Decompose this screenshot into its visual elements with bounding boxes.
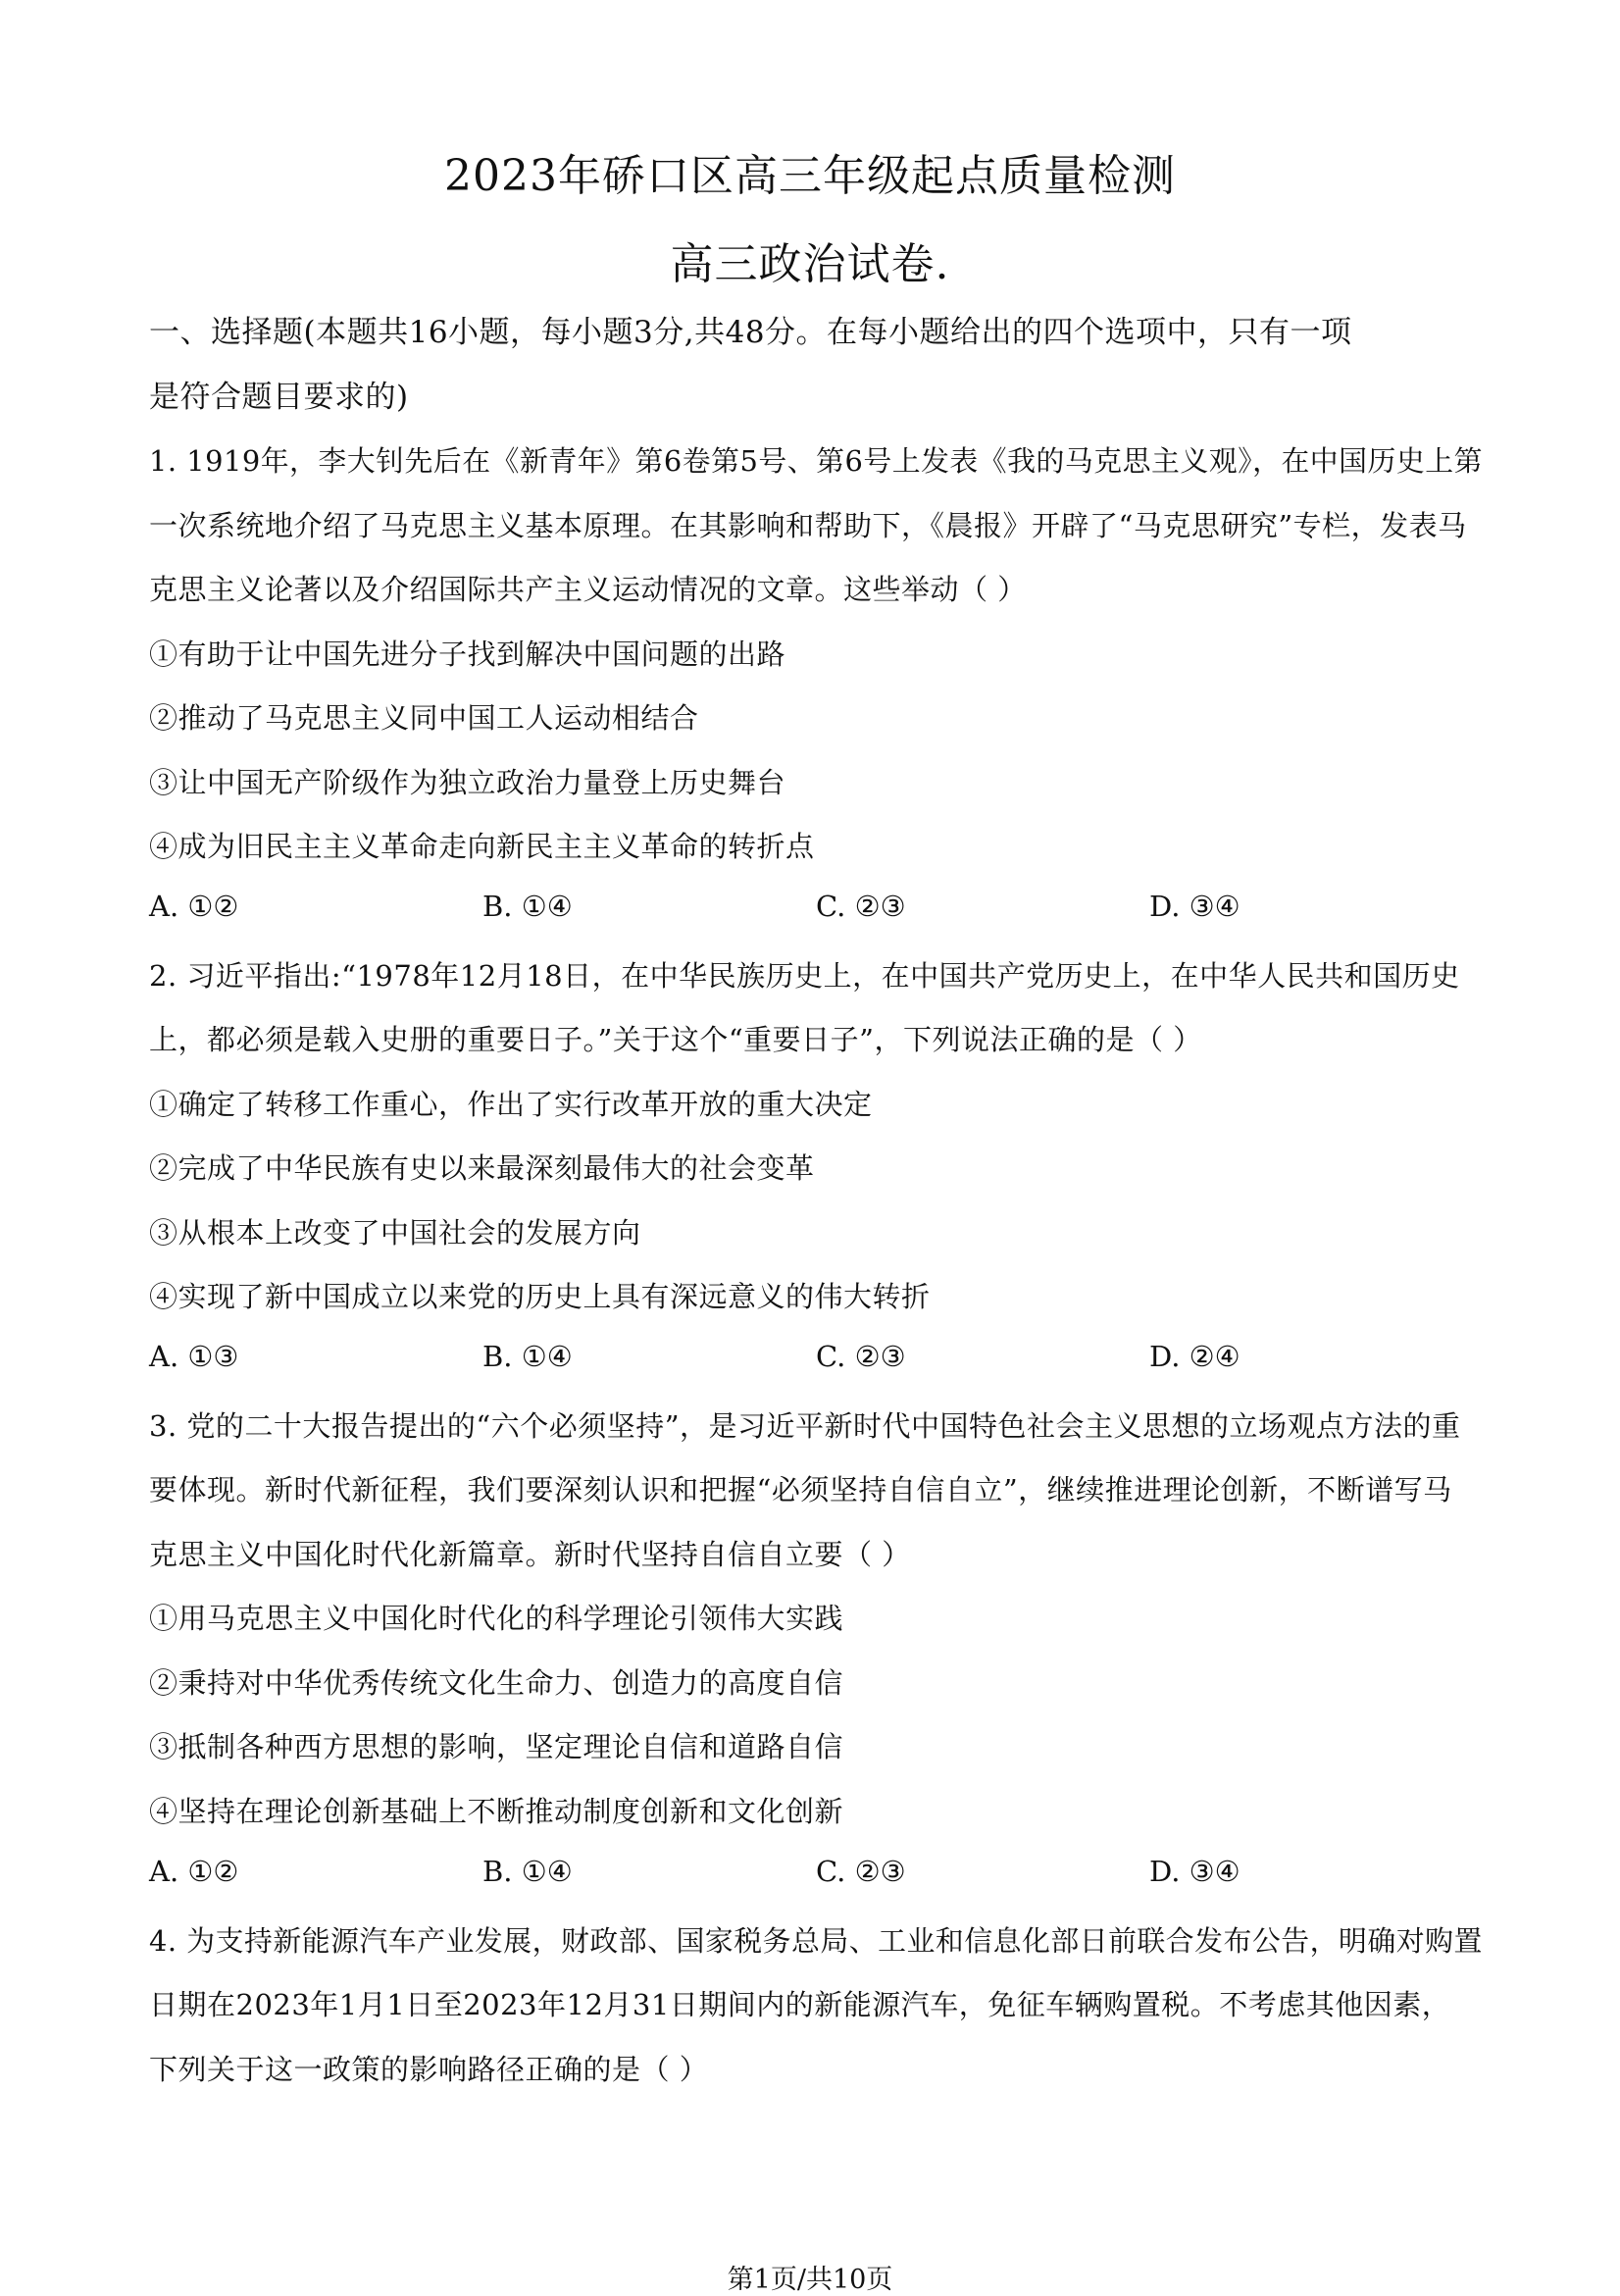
question-2-item: ③从根本上改变了中国社会的发展方向 bbox=[149, 1216, 641, 1250]
question-3-option-a: A. ①② bbox=[149, 1855, 239, 1888]
question-3-item: ②秉持对中华优秀传统文化生命力、创造力的高度自信 bbox=[149, 1666, 844, 1700]
question-3-stem: 要体现。新时代新征程，我们要深刻认识和把握“必须坚持自信自立”，继续推进理论创新，不断谱写马 bbox=[149, 1473, 1452, 1506]
question-4-stem: 4. 为支持新能源汽车产业发展，财政部、国家税务总局、工业和信息化部日前联合发布公告，明确对购置 bbox=[149, 1924, 1483, 1958]
question-1-option-b: B. ①④ bbox=[482, 890, 573, 923]
question-1-option-c: C. ②③ bbox=[816, 890, 906, 923]
question-3-option-b: B. ①④ bbox=[482, 1855, 573, 1888]
question-1-stem: 一次系统地介绍了马克思主义基本原理。在其影响和帮助下，《晨报》开辟了“马克思研究”专栏，发表马 bbox=[149, 509, 1467, 542]
question-2-stem: 2. 习近平指出:“1978年12月18日，在中华民族历史上，在中国共产党历史上，在中华人民共和国历史 bbox=[149, 959, 1460, 993]
question-1-option-a: A. ①② bbox=[149, 890, 239, 923]
question-1-item: ④成为旧民主主义革命走向新民主主义革命的转折点 bbox=[149, 830, 815, 863]
question-4-stem: 下列关于这一政策的影响路径正确的是（ ） bbox=[149, 2053, 709, 2086]
question-2-item: ④实现了新中国成立以来党的历史上具有深远意义的伟大转折 bbox=[149, 1280, 931, 1313]
question-2-option-a: A. ①③ bbox=[149, 1340, 239, 1373]
question-3-item: ④坚持在理论创新基础上不断推动制度创新和文化创新 bbox=[149, 1795, 844, 1828]
question-1-stem: 1. 1919年，李大钊先后在《新青年》第6卷第5号、第6号上发表《我的马克思主义观》，在中国历史上第 bbox=[149, 444, 1484, 478]
section-heading-cont: 是符合题目要求的) bbox=[149, 380, 409, 415]
question-3-option-d: D. ③④ bbox=[1149, 1855, 1240, 1888]
question-3-option-c: C. ②③ bbox=[816, 1855, 906, 1888]
question-1-item: ②推动了马克思主义同中国工人运动相结合 bbox=[149, 701, 699, 735]
question-3-stem: 3. 党的二十大报告提出的“六个必须坚持”，是习近平新时代中国特色社会主义思想的立场观点方法的重 bbox=[149, 1409, 1461, 1443]
question-2-option-c: C. ②③ bbox=[816, 1340, 906, 1373]
question-2-option-b: B. ①④ bbox=[482, 1340, 573, 1373]
question-1-item: ③让中国无产阶级作为独立政治力量登上历史舞台 bbox=[149, 766, 786, 799]
question-4-stem: 日期在2023年1月1日至2023年12月31日期间内的新能源汽车，免征车辆购置税。不考虑其他因素， bbox=[149, 1988, 1451, 2021]
question-1-item: ①有助于让中国先进分子找到解决中国问题的出路 bbox=[149, 638, 786, 671]
question-3-item: ①用马克思主义中国化时代化的科学理论引领伟大实践 bbox=[149, 1602, 844, 1635]
section-heading: 一、选择题(本题共16小题，每小题3分,共48分。在每小题给出的四个选项中，只有一项 bbox=[149, 315, 1352, 350]
question-1-stem: 克思主义论著以及介绍国际共产主义运动情况的文章。这些举动（ ） bbox=[149, 573, 1027, 606]
page-number: 第1页/共10页 bbox=[727, 2265, 893, 2295]
question-1-option-d: D. ③④ bbox=[1149, 890, 1240, 923]
question-3-stem: 克思主义中国化时代化新篇章。新时代坚持自信自立要（ ） bbox=[149, 1538, 911, 1571]
exam-title: 2023年硚口区高三年级起点质量检测 bbox=[444, 151, 1176, 201]
exam-subtitle: 高三政治试卷. bbox=[670, 239, 950, 289]
question-2-item: ①确定了转移工作重心，作出了实行改革开放的重大决定 bbox=[149, 1088, 873, 1121]
question-3-item: ③抵制各种西方思想的影响，坚定理论自信和道路自信 bbox=[149, 1730, 844, 1763]
question-2-item: ②完成了中华民族有史以来最深刻最伟大的社会变革 bbox=[149, 1151, 815, 1185]
question-2-option-d: D. ②④ bbox=[1149, 1340, 1240, 1373]
question-2-stem: 上，都必须是载入史册的重要日子。”关于这个“重要日子”，下列说法正确的是（ ） bbox=[149, 1023, 1202, 1056]
